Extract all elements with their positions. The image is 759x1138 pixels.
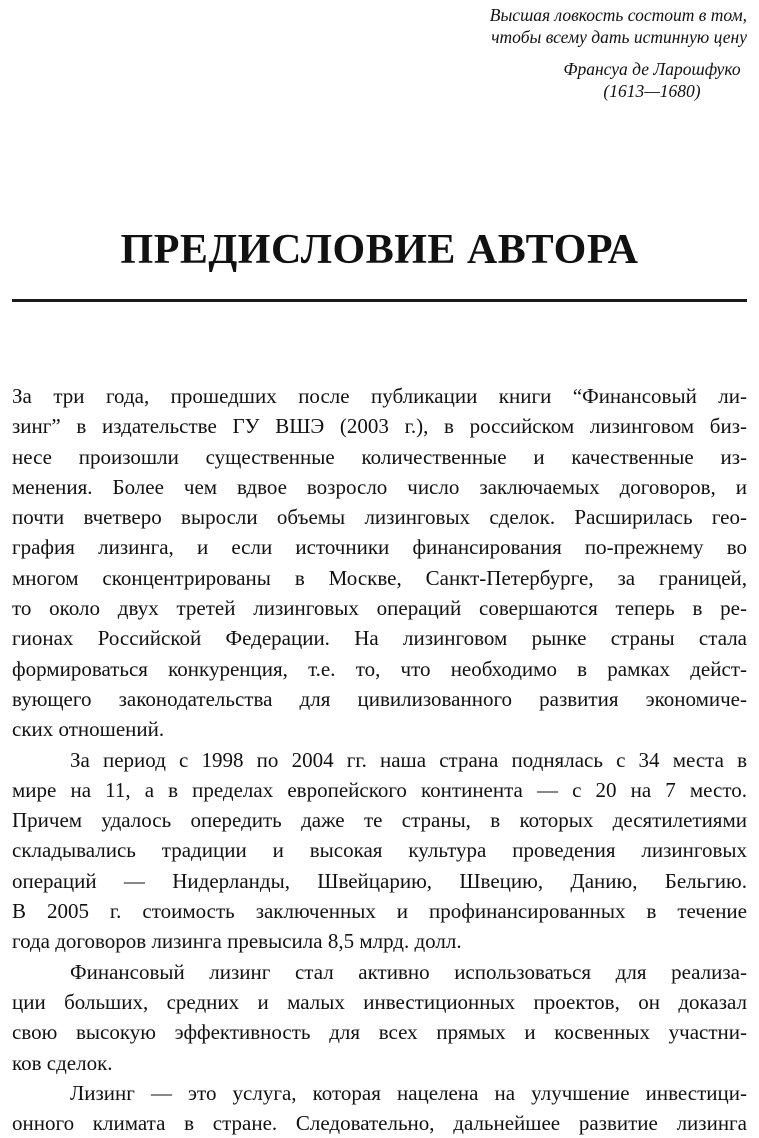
text-line: формироваться конкуренция, т.е. то, что необходимо в рамках дейст- <box>12 656 747 681</box>
text-line: За период с 1998 по 2004 гг. наша страна поднялась с 34 места в <box>70 747 747 772</box>
text-line: зинг” в издательстве ГУ ВШЭ (2003 г.), в российском лизинговом биз- <box>12 414 747 439</box>
text-line: графия лизинга, и если источники финансирования по-прежнему во <box>12 535 747 560</box>
epigraph-years: (1613—1680) <box>603 81 701 101</box>
text-line: ков сделок. <box>12 1050 113 1075</box>
epigraph-quote-line: Высшая ловкость состоит в том, <box>489 5 747 25</box>
text-line: почти вчетверо выросли объемы лизинговых сделок. Расширилась гео- <box>12 505 747 530</box>
text-line: ских отношений. <box>12 717 165 742</box>
page-title: ПРЕДИСЛОВИЕ АВТОРА <box>120 227 639 273</box>
text-line: года договоров лизинга превысила 8,5 млрд. долл. <box>12 929 462 954</box>
text-line: Причем удалось опередить даже те страны, в которых десятилетиями <box>12 808 747 833</box>
epigraph-quote-line: чтобы всему дать истинную цену <box>491 27 747 47</box>
text-line: свою высокую эффективность для всех прямых и косвенных участни- <box>12 1020 747 1045</box>
title-divider <box>12 299 747 302</box>
text-line: За три года, прошедших после публикации книги “Финансовый ли- <box>12 384 747 408</box>
epigraph-author: Франсуа де Ларошфуко <box>563 59 741 79</box>
text-line: Лизинг — это услуга, которая нацелена на улучшение инвестици- <box>70 1080 747 1105</box>
text-line: многом сконцентрированы в Москве, Санкт-Петербурге, за границей, <box>12 565 747 590</box>
paragraph <box>12 381 747 745</box>
epigraph <box>387 4 747 102</box>
body-text <box>12 381 747 1138</box>
text-line: несе произошли существенные количественные и качественные из- <box>12 444 747 469</box>
text-line: гионах Российской Федерации. На лизинговом рынке страны стала <box>12 626 747 651</box>
text-line: мире на 11, а в пределах европейского континента — с 20 на 7 место. <box>12 777 747 802</box>
text-line: то около двух третей лизинговых операций совершаются теперь в ре- <box>12 596 747 621</box>
paragraph <box>12 745 747 957</box>
epigraph-attribution <box>537 58 759 102</box>
text-line: В 2005 г. стоимость заключенных и профинансированных в течение <box>12 899 747 924</box>
paragraph <box>12 957 747 1078</box>
text-line: вующего законодательства для цивилизованного развития экономиче- <box>12 686 747 711</box>
text-line: онного климата в стране. Следовательно, дальнейшее развитие лизинга <box>12 1111 747 1136</box>
text-line: Финансовый лизинг стал активно использоваться для реализа- <box>70 959 747 984</box>
text-line: операций — Нидерланды, Швейцарию, Швецию, Данию, Бельгию. <box>12 868 747 893</box>
text-line: складывались традиции и высокая культура проведения лизинговых <box>12 838 747 863</box>
text-line: ции больших, средних и малых инвестиционных проектов, он доказал <box>12 989 747 1014</box>
text-line: менения. Более чем вдвое возросло число заключаемых договоров, и <box>12 474 747 499</box>
